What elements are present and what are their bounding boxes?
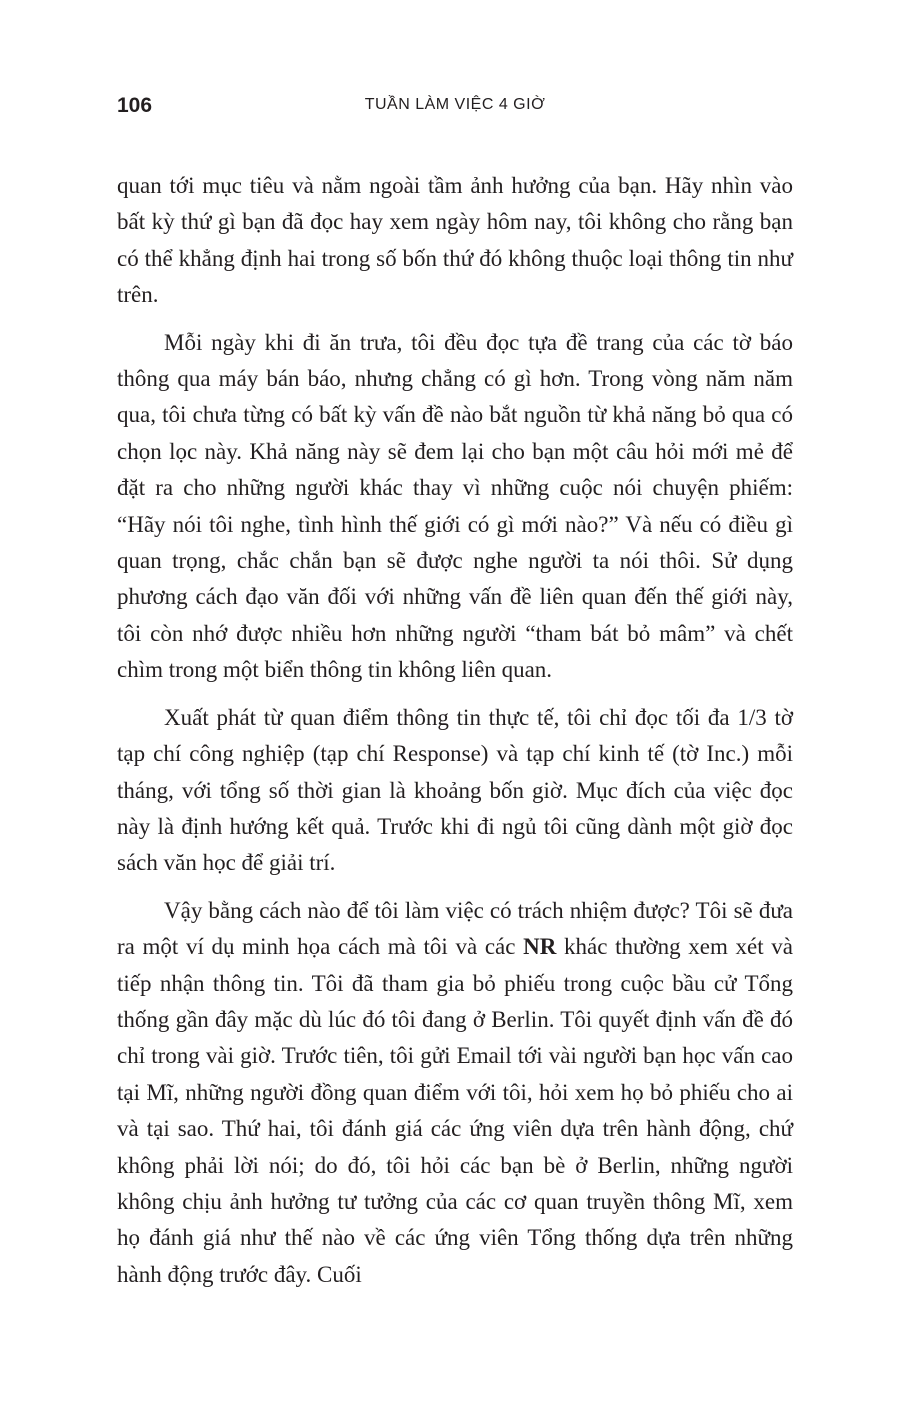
- paragraph-3: Xuất phát từ quan điểm thông tin thực tế, tôi chỉ đọc tối đa 1/3 tờ tạp chí công nghiệp (tạp chí Response) và tạp chí kinh tế (tờ Inc.) mỗi tháng, với tổng số thời gian là khoảng bốn giờ. Mục đích của việc đọc này là định hướng kết quả. Trước khi đi ngủ tôi cũng dành một giờ đọc sách văn học để giải trí.: [117, 704, 793, 876]
- body-text: [117, 168, 793, 1304]
- page-number: 106: [117, 94, 153, 117]
- paragraph-1: quan tới mục tiêu và nằm ngoài tầm ảnh hưởng của bạn. Hãy nhìn vào bất kỳ thứ gì bạn đã đọc hay xem ngày hôm nay, tôi không cho rằng bạn có thể khẳng định hai trong số bốn thứ đó không thuộc loại thông tin như trên.: [117, 173, 793, 308]
- page-header: [117, 94, 793, 124]
- paragraph-4-text-after: khác thường xem xét và tiếp nhận thông tin. Tôi đã tham gia bỏ phiếu trong cuộc bầu cử Tổng thống gần đây mặc dù lúc đó tôi đang ở Berlin. Tôi quyết định vấn đề đó chỉ trong vài giờ. Trước tiên, tôi gửi Email tới vài người bạn học vấn cao tại Mĩ, những người đồng quan điểm với tôi, hỏi xem họ bỏ phiếu cho ai và tại sao. Thứ hai, tôi đánh giá các ứng viên dựa trên hành động, chứ không phải lời nói; do đó, tôi hỏi các bạn bè ở Berlin, những người không chịu ảnh hưởng tư tưởng của các cơ quan truyền thông Mĩ, xem họ đánh giá như thế nào về các ứng viên Tổng thống dựa trên những hành động trước đây. Cuối: [117, 934, 793, 1287]
- nr-term: NR: [523, 934, 557, 960]
- running-title: TUẦN LÀM VIỆC 4 GIỜ: [364, 96, 546, 113]
- paragraph-2: Mỗi ngày khi đi ăn trưa, tôi đều đọc tựa đề trang của các tờ báo thông qua máy bán báo, nhưng chẳng có gì hơn. Trong vòng năm năm qua, tôi chưa từng có bất kỳ vấn đề nào bắt nguồn từ khả năng bỏ qua có chọn lọc này. Khả năng này sẽ đem lại cho bạn một câu hỏi mới mẻ để đặt ra cho những người khác thay vì những cuộc nói chuyện phiếm: “Hãy nói tôi nghe, tình hình thế giới có gì mới nào?” Và nếu có điều gì quan trọng, chắc chắn bạn sẽ được nghe người ta nói thôi. Sử dụng phương cách đạo văn đối với những vấn đề liên quan đến thế giới này, tôi còn nhớ được nhiều hơn những người “tham bát bỏ mâm” và chết chìm trong một biển thông tin không liên quan.: [117, 329, 793, 683]
- paragraph-4: [117, 893, 793, 1293]
- paragraph-4-text-before: Vậy bằng cách nào để tôi làm việc có trách nhiệm được? Tôi sẽ đưa ra một ví dụ minh họa cách mà tôi và các: [117, 897, 793, 960]
